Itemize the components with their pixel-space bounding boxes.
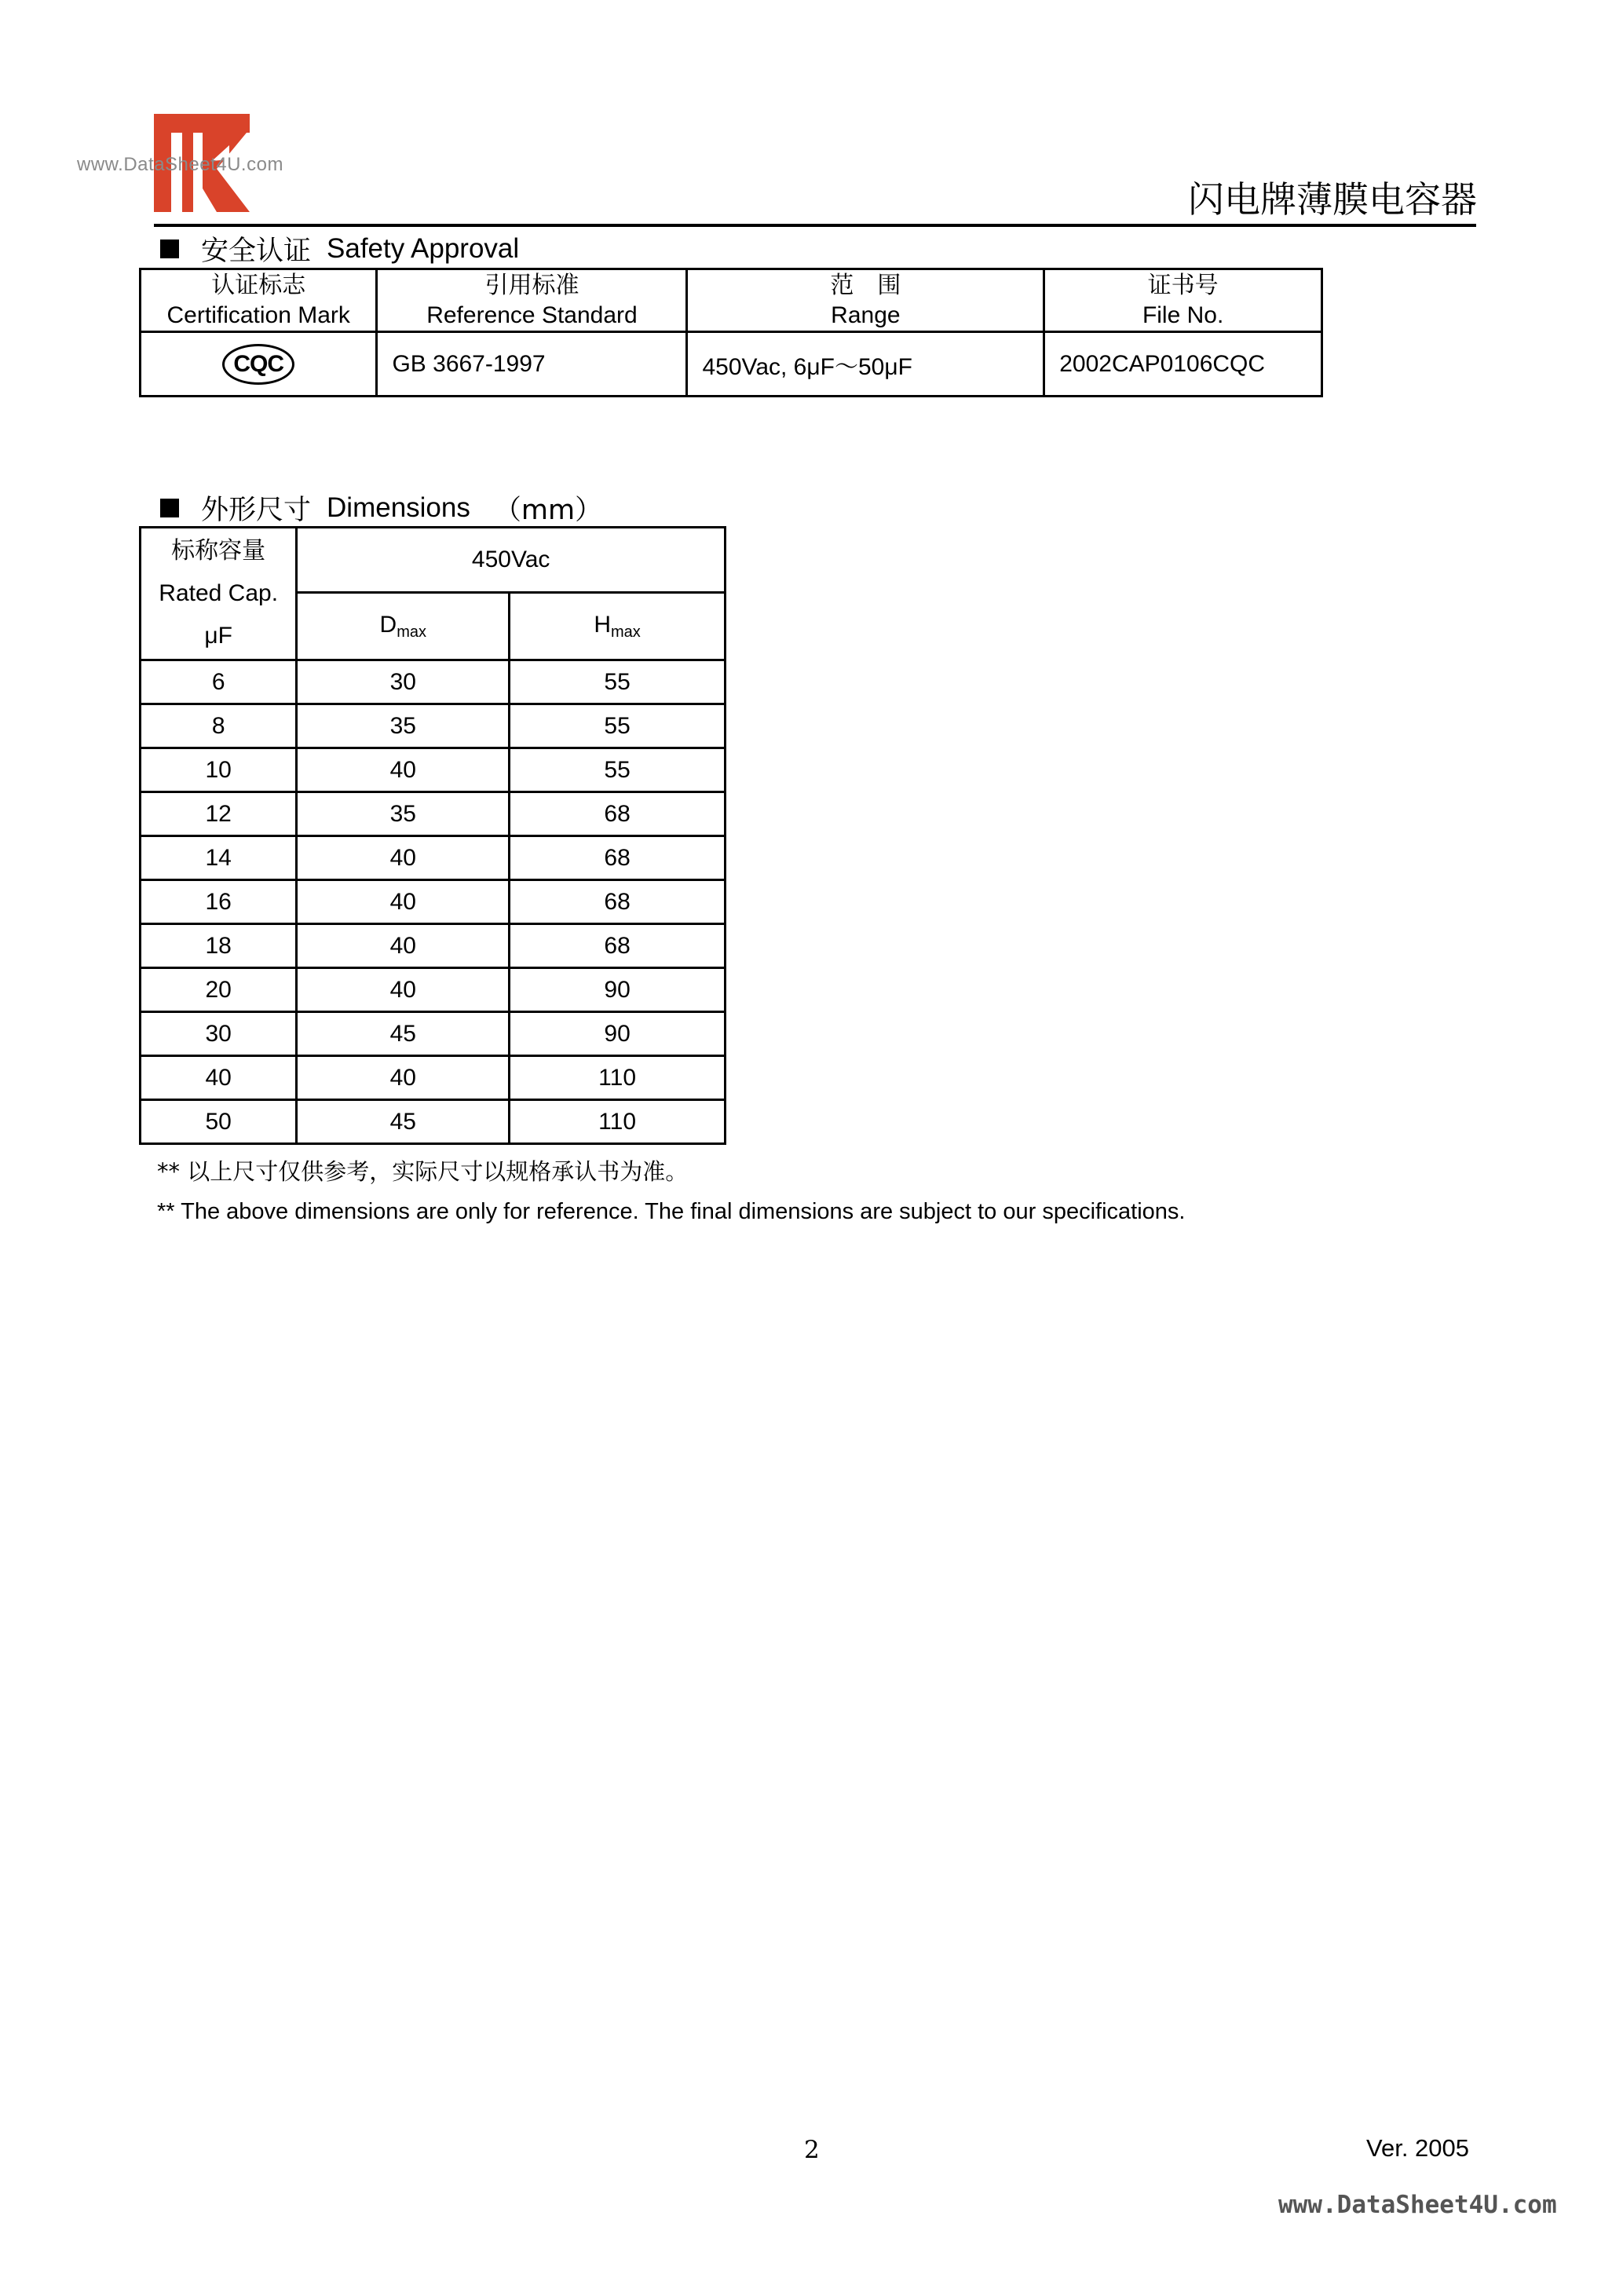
cell-h: 68 bbox=[510, 792, 726, 836]
cqc-mark-icon: CQC bbox=[222, 344, 294, 385]
cell-cap: 12 bbox=[141, 792, 297, 836]
table-row bbox=[141, 332, 1322, 397]
table-row bbox=[141, 836, 726, 880]
col-file-no: 证书号 File No. bbox=[1044, 269, 1322, 332]
table-row bbox=[141, 1056, 726, 1100]
cell-cap: 8 bbox=[141, 704, 297, 748]
col-voltage: 450Vac bbox=[297, 528, 726, 593]
cell-h: 55 bbox=[510, 748, 726, 792]
cell-certification-mark bbox=[141, 332, 377, 397]
table-row bbox=[141, 704, 726, 748]
note-english: ** The above dimensions are only for reference. The final dimensions are subject to our specifications. bbox=[157, 1199, 1186, 1224]
cell-h: 110 bbox=[510, 1056, 726, 1100]
dimensions-heading: 外形尺寸 Dimensions （mm） bbox=[160, 488, 602, 528]
cell-h: 68 bbox=[510, 924, 726, 968]
col-certification-mark: 认证标志 Certification Mark bbox=[141, 269, 377, 332]
cell-range: 450Vac, 6μF～50μF bbox=[687, 332, 1044, 397]
safety-approval-heading: 安全认证 Safety Approval bbox=[160, 229, 519, 269]
cell-d: 40 bbox=[297, 968, 510, 1012]
cell-h: 68 bbox=[510, 836, 726, 880]
watermark-bottom: www.DataSheet4U.com bbox=[1278, 2191, 1557, 2219]
table-row bbox=[141, 968, 726, 1012]
col-hmax: $H_{max}$ bbox=[510, 593, 726, 660]
cell-cap: 40 bbox=[141, 1056, 297, 1100]
cell-h: 55 bbox=[510, 704, 726, 748]
table-row bbox=[141, 792, 726, 836]
cell-d: 30 bbox=[297, 660, 510, 704]
bullet-square-icon bbox=[160, 239, 179, 258]
cell-cap: 10 bbox=[141, 748, 297, 792]
dimensions-table bbox=[139, 526, 726, 1145]
col-range: 范 围 Range bbox=[687, 269, 1044, 332]
table-header-row bbox=[141, 269, 1322, 332]
cell-d: 40 bbox=[297, 1056, 510, 1100]
cell-h: 55 bbox=[510, 660, 726, 704]
cell-d: 35 bbox=[297, 704, 510, 748]
cell-h: 90 bbox=[510, 1012, 726, 1056]
cell-d: 40 bbox=[297, 836, 510, 880]
document-title: 闪电牌薄膜电容器 bbox=[1188, 178, 1477, 221]
table-row bbox=[141, 880, 726, 924]
table-row bbox=[141, 924, 726, 968]
table-row bbox=[141, 660, 726, 704]
table-row bbox=[141, 748, 726, 792]
cell-cap: 14 bbox=[141, 836, 297, 880]
cell-cap: 6 bbox=[141, 660, 297, 704]
col-dmax: $D_{max}$ bbox=[297, 593, 510, 660]
col-reference-standard: 引用标准 Reference Standard bbox=[377, 269, 687, 332]
cell-h: 68 bbox=[510, 880, 726, 924]
table-row bbox=[141, 1100, 726, 1144]
cell-d: 40 bbox=[297, 880, 510, 924]
col-rated-cap: 标称容量 Rated Cap. μF bbox=[141, 528, 297, 660]
table-row bbox=[141, 1012, 726, 1056]
cell-d: 45 bbox=[297, 1100, 510, 1144]
cell-cap: 16 bbox=[141, 880, 297, 924]
cell-cap: 30 bbox=[141, 1012, 297, 1056]
cell-standard: GB 3667-1997 bbox=[377, 332, 687, 397]
safety-approval-table bbox=[139, 268, 1323, 397]
bullet-square-icon bbox=[160, 499, 179, 517]
cell-cap: 20 bbox=[141, 968, 297, 1012]
cell-file-no: 2002CAP0106CQC bbox=[1044, 332, 1322, 397]
table-header-row bbox=[141, 528, 726, 593]
cell-h: 90 bbox=[510, 968, 726, 1012]
version-label: Ver. 2005 bbox=[1366, 2134, 1470, 2162]
header-rule bbox=[154, 224, 1476, 227]
page-number: 2 bbox=[804, 2136, 820, 2164]
cell-cap: 18 bbox=[141, 924, 297, 968]
cell-d: 45 bbox=[297, 1012, 510, 1056]
cell-cap: 50 bbox=[141, 1100, 297, 1144]
cell-h: 110 bbox=[510, 1100, 726, 1144]
watermark-top: www.DataSheet4U.com bbox=[77, 154, 283, 175]
cell-d: 40 bbox=[297, 924, 510, 968]
cell-d: 40 bbox=[297, 748, 510, 792]
cell-d: 35 bbox=[297, 792, 510, 836]
note-chinese: ** 以上尺寸仅供参考，实际尺寸以规格承认书为准。 bbox=[157, 1158, 689, 1185]
